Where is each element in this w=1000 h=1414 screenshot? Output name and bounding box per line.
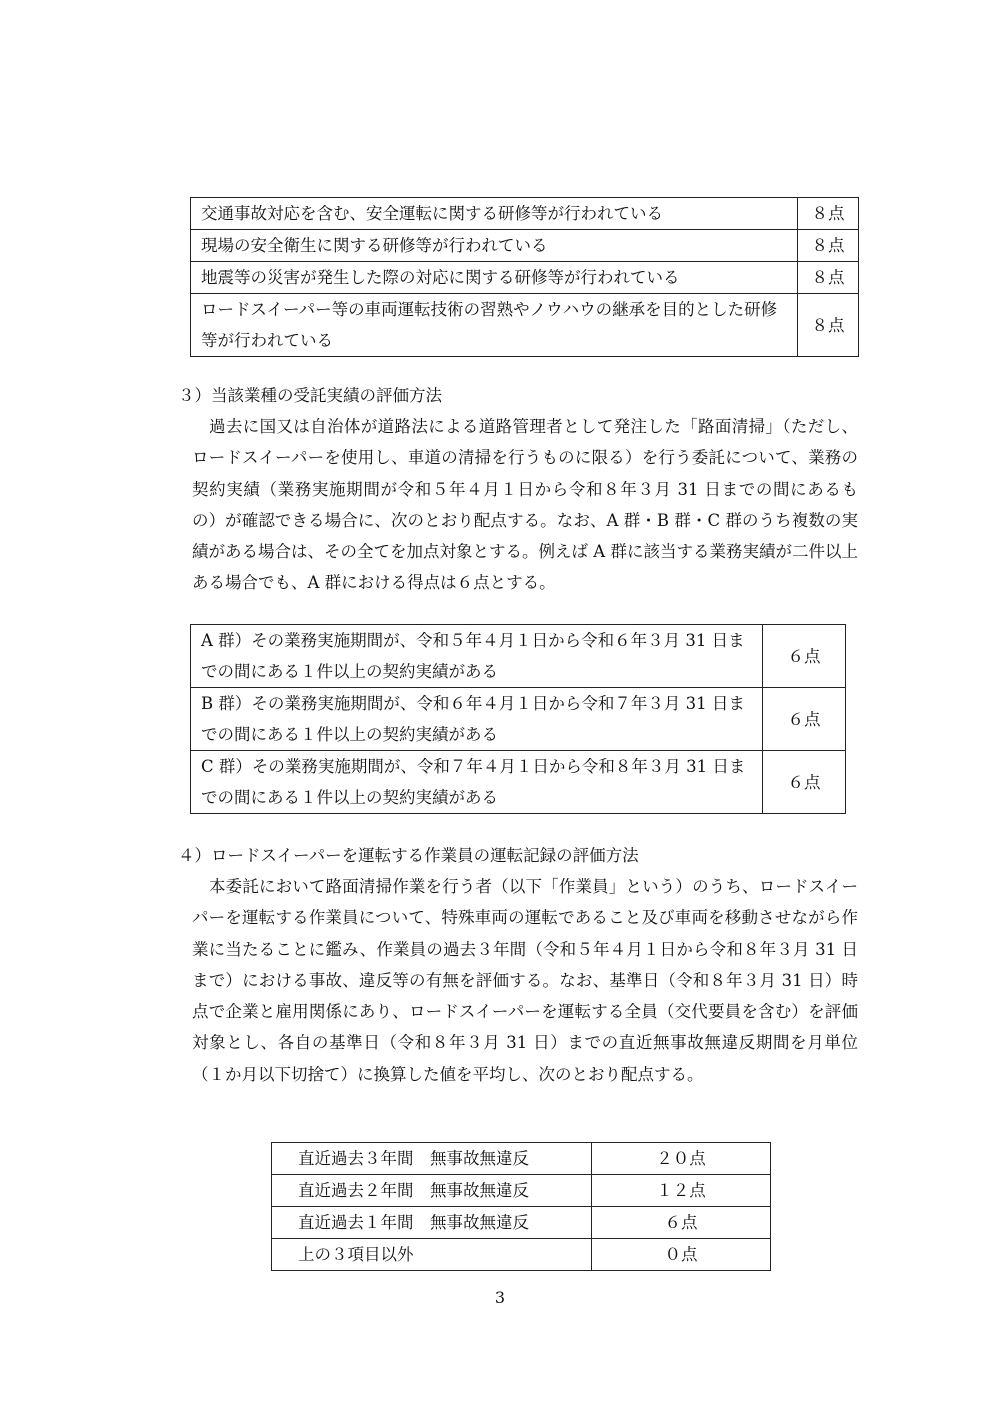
table-row	[191, 294, 859, 357]
criterion-cell: 地震等の災害が発生した際の対応に関する研修等が行われている	[191, 262, 798, 294]
points-cell: ８点	[798, 230, 859, 262]
criterion-cell: ロードスイーパー等の車両運転技術の習熟やノウハウの継承を目的とした研修等が行われている	[191, 294, 798, 357]
page-number: 3	[494, 1288, 506, 1307]
points-cell: ８点	[798, 262, 859, 294]
points-cell: ６点	[763, 751, 846, 814]
criterion-cell: 直近過去３年間 無事故無違反	[272, 1143, 592, 1175]
table-row	[191, 625, 846, 688]
points-cell: ８点	[798, 294, 859, 357]
criterion-cell: 現場の安全衛生に関する研修等が行われている	[191, 230, 798, 262]
criterion-cell: B 群）その業務実施期間が、令和６年４月１日から令和７年３月 31 日までの間にある１件以上の契約実績がある	[191, 688, 763, 751]
criterion-cell: 上の３項目以外	[272, 1239, 592, 1271]
section-3-heading: ３）当該業種の受託実績の評価方法	[178, 386, 442, 405]
points-cell: ８点	[798, 198, 859, 230]
points-cell: ６点	[592, 1207, 771, 1239]
points-cell: ６点	[763, 625, 846, 688]
criterion-cell: C 群）その業務実施期間が、令和７年４月１日から令和８年３月 31 日までの間にある１件以上の契約実績がある	[191, 751, 763, 814]
table-row	[191, 751, 846, 814]
table-row	[272, 1143, 771, 1175]
points-cell: ０点	[592, 1239, 771, 1271]
points-cell: １２点	[592, 1175, 771, 1207]
points-cell: ６点	[763, 688, 846, 751]
section-4-paragraph: 本委託において路面清掃作業を行う者（以下「作業員」という）のうち、ロードスイーパーを運転する作業員について、特殊車両の運転であること及び車両を移動させながら作業に当たることに鑑み、作業員の過去３年間（令和５年４月１日から令和８年３月 31 日まで）における事故、違反等の有無を評価する。なお、基準日（令和８年３月 31 日）時点で企業と雇用関係にあり、ロードスイーパーを運転する全員（交代要員を含む）を評価対象とし、各自の基準日（令和８年３月 31 日）までの直近無事故無違反期間を月単位（１か月以下切捨て）に換算した値を平均し、次のとおり配点する。	[192, 877, 858, 1084]
table-row	[191, 262, 859, 294]
criterion-cell: A 群）その業務実施期間が、令和５年４月１日から令和６年３月 31 日までの間にある１件以上の契約実績がある	[191, 625, 763, 688]
section-4-heading: ４）ロードスイーパーを運転する作業員の運転記録の評価方法	[178, 846, 639, 865]
table-row	[191, 688, 846, 751]
table-row	[191, 198, 859, 230]
table-row	[272, 1175, 771, 1207]
criterion-cell: 交通事故対応を含む、安全運転に関する研修等が行われている	[191, 198, 798, 230]
driving-record-table	[271, 1142, 771, 1271]
table-row	[191, 230, 859, 262]
training-score-table	[190, 197, 859, 357]
contract-record-table	[190, 624, 846, 814]
table-row	[272, 1207, 771, 1239]
section-3-paragraph: 過去に国又は自治体が道路法による道路管理者として発注した「路面清掃」（ただし、ロードスイーパーを使用し、車道の清掃を行うものに限る）を行う委託について、業務の契約実績（業務実施期間が令和５年４月１日から令和８年３月 31 日までの間にあるもの）が確認できる場合に、次のとおり配点する。なお、A 群・B 群・C 群のうち複数の実績がある場合は、その全てを加点対象とする。例えば A 群に該当する業務実績が二件以上ある場合でも、A 群における得点は６点とする。	[192, 417, 858, 593]
points-cell: ２０点	[592, 1143, 771, 1175]
table-row	[272, 1239, 771, 1271]
criterion-cell: 直近過去１年間 無事故無違反	[272, 1207, 592, 1239]
criterion-cell: 直近過去２年間 無事故無違反	[272, 1175, 592, 1207]
